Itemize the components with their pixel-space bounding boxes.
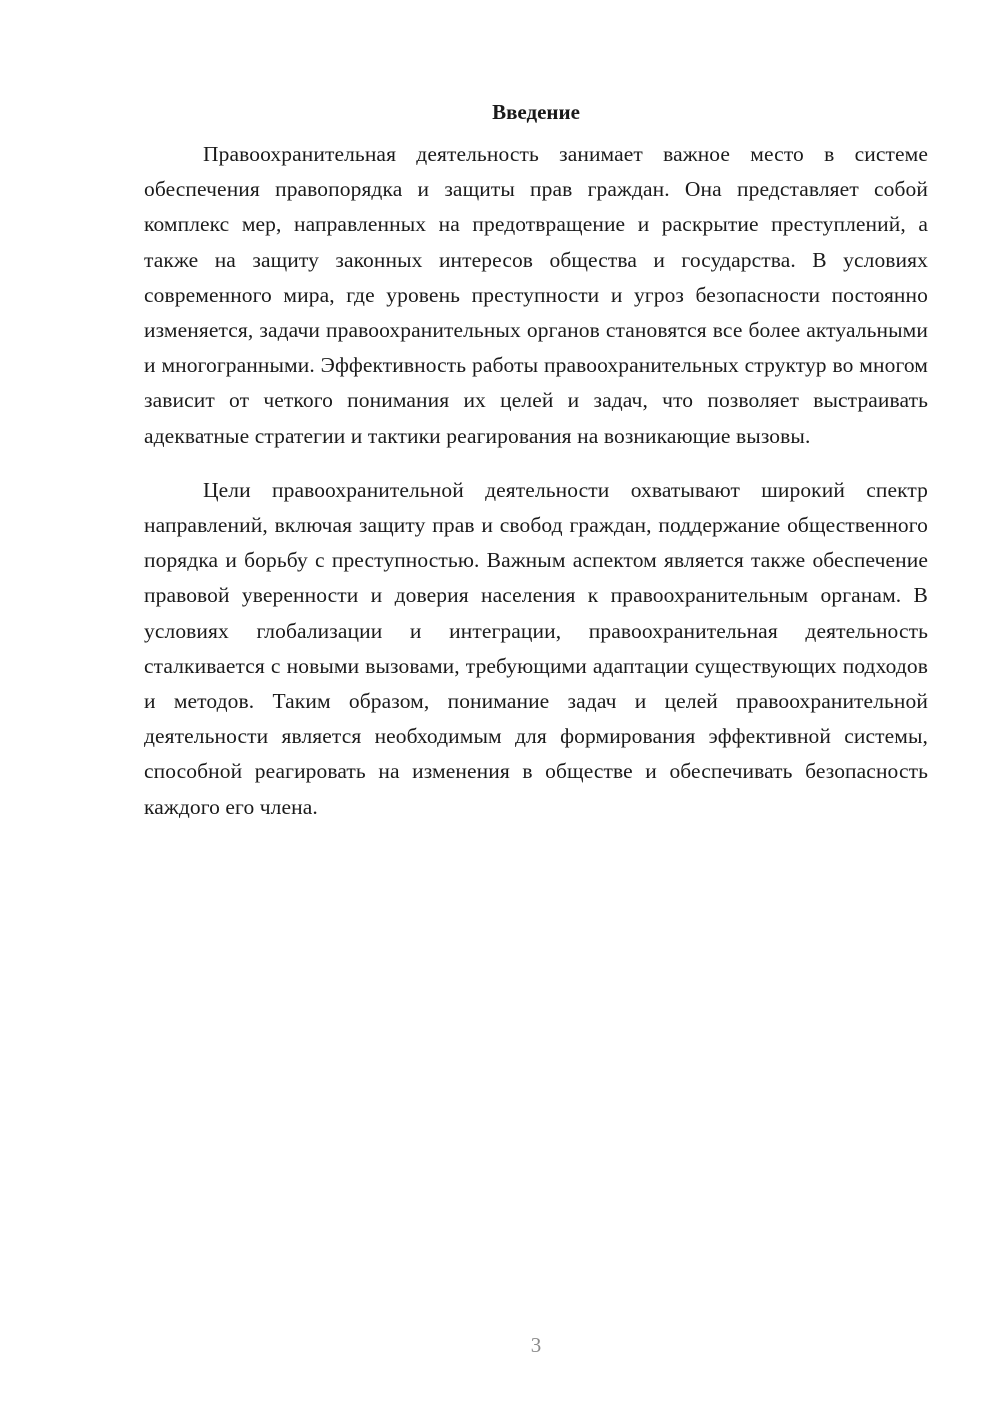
- paragraph-goals: Цели правоохранительной деятельности охватывают широкий спектр направлений, включая защиту прав и свобод граждан, поддержание общественного порядка и борьбу с преступностью. Важным аспектом является также обеспечение правовой уверенности и доверия населения к правоохранительным органам. В условиях глобализации и интеграции, правоохранительная деятельность сталкивается с новыми вызовами, требующими адаптации существующих подходов и методов. Таким образом, понимание задач и целей правоохранительной деятельности является необходимым для формирования эффективной системы, способной реагировать на изменения в обществе и обеспечивать безопасность каждого его члена.: [144, 477, 928, 819]
- section-title: Введение: [492, 100, 580, 124]
- paragraph-intro: Правоохранительная деятельность занимает важное место в системе обеспечения правопорядка и защиты прав граждан. Она представляет собой комплекс мер, направленных на предотвращение и раскрытие преступлений, а также на защиту законных интересов общества и государства. В условиях современного мира, где уровень преступности и угроз безопасности постоянно изменяется, задачи правоохранительных органов становятся все более актуальными и многогранными. Эффективность работы правоохранительных структур во многом зависит от четкого понимания их целей и задач, что позволяет выстраивать адекватные стратегии и тактики реагирования на возникающие вызовы.: [144, 142, 928, 448]
- page-number: 3: [530, 1333, 542, 1357]
- page-content: [144, 98, 928, 825]
